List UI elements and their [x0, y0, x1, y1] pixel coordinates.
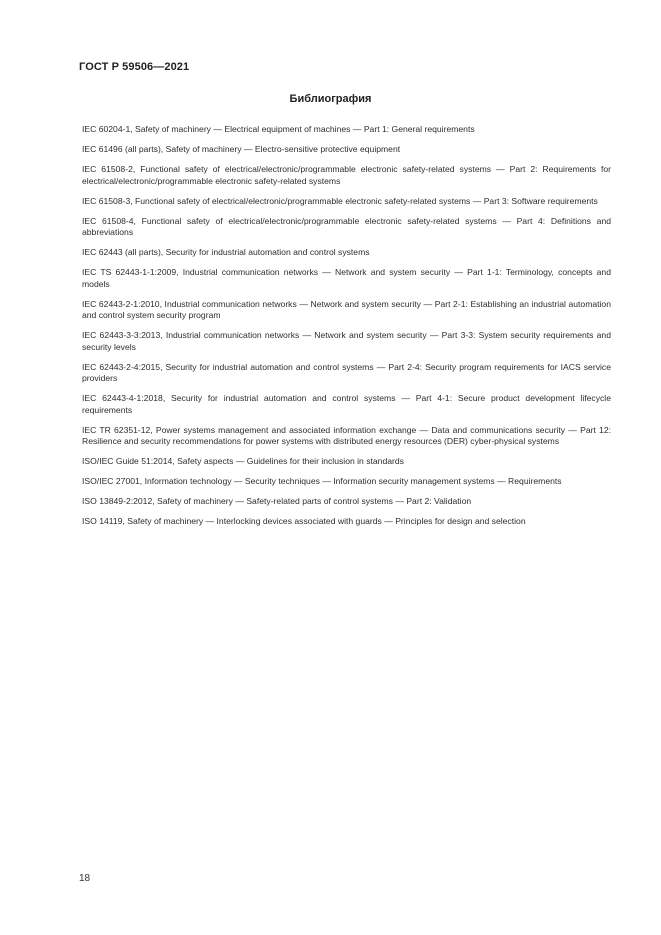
- bibliography-entry: IEC TR 62351-12, Power systems management and associated information exchange — Data and communications security — Part 12: Resilience and security recommendations for power systems with distributed energy resources (DER) cyber-physical systems: [82, 424, 611, 446]
- document-header: ГОСТ Р 59506—2021: [79, 61, 190, 73]
- bibliography-entry: IEC 61508-2, Functional safety of electrical/electronic/programmable electronic safety-related systems — Part 2: Requirements for electrical/electronic/programmable electronic safety-related systems: [82, 164, 611, 186]
- bibliography-entry: IEC TS 62443-1-1:2009, Industrial communication networks — Network and system security — Part 1-1: Terminology, concepts and models: [82, 267, 611, 289]
- bibliography-entry: ISO/IEC 27001, Information technology — Security techniques — Information security management systems — Requirements: [82, 476, 562, 486]
- bibliography-entry: IEC 61496 (all parts), Safety of machinery — Electro-sensitive protective equipment: [82, 144, 401, 154]
- bibliography-entry: IEC 61508-4, Functional safety of electrical/electronic/programmable electronic safety-related systems — Part 4: Definitions and abbreviations: [82, 215, 611, 237]
- bibliography-entry: IEC 62443-4-1:2018, Security for industrial automation and control systems — Part 4-1: Secure product development lifecycle requirements: [82, 393, 611, 415]
- bibliography-entry: IEC 62443-2-1:2010, Industrial communication networks — Network and system security — Part 2-1: Establishing an industrial automation and control system security program: [82, 298, 611, 320]
- bibliography-entry: IEC 62443-2-4:2015, Security for industrial automation and control systems — Part 2-4: Security program requirements for IACS service providers: [82, 361, 611, 383]
- section-title: Библиография: [289, 93, 372, 105]
- bibliography-entry: ISO/IEC Guide 51:2014, Safety aspects — Guidelines for their inclusion in standards: [82, 456, 404, 466]
- bibliography-entry: IEC 62443 (all parts), Security for industrial automation and control systems: [82, 247, 370, 257]
- bibliography-list: [82, 124, 611, 536]
- bibliography-entry: ISO 14119, Safety of machinery — Interlocking devices associated with guards — Principles for design and selection: [82, 516, 526, 526]
- bibliography-entry: IEC 62443-3-3:2013, Industrial communication networks — Network and system security — Part 3-3: System security requirements and security levels: [82, 330, 611, 352]
- bibliography-entry: IEC 60204-1, Safety of machinery — Electrical equipment of machines — Part 1: General requirements: [82, 124, 475, 134]
- bibliography-entry: ISO 13849-2:2012, Safety of machinery — Safety-related parts of control systems — Part 2: Validation: [82, 496, 472, 506]
- page-number: 18: [79, 873, 91, 884]
- bibliography-entry: IEC 61508-3, Functional safety of electrical/electronic/programmable electronic safety-related systems — Part 3: Software requirements: [82, 195, 598, 206]
